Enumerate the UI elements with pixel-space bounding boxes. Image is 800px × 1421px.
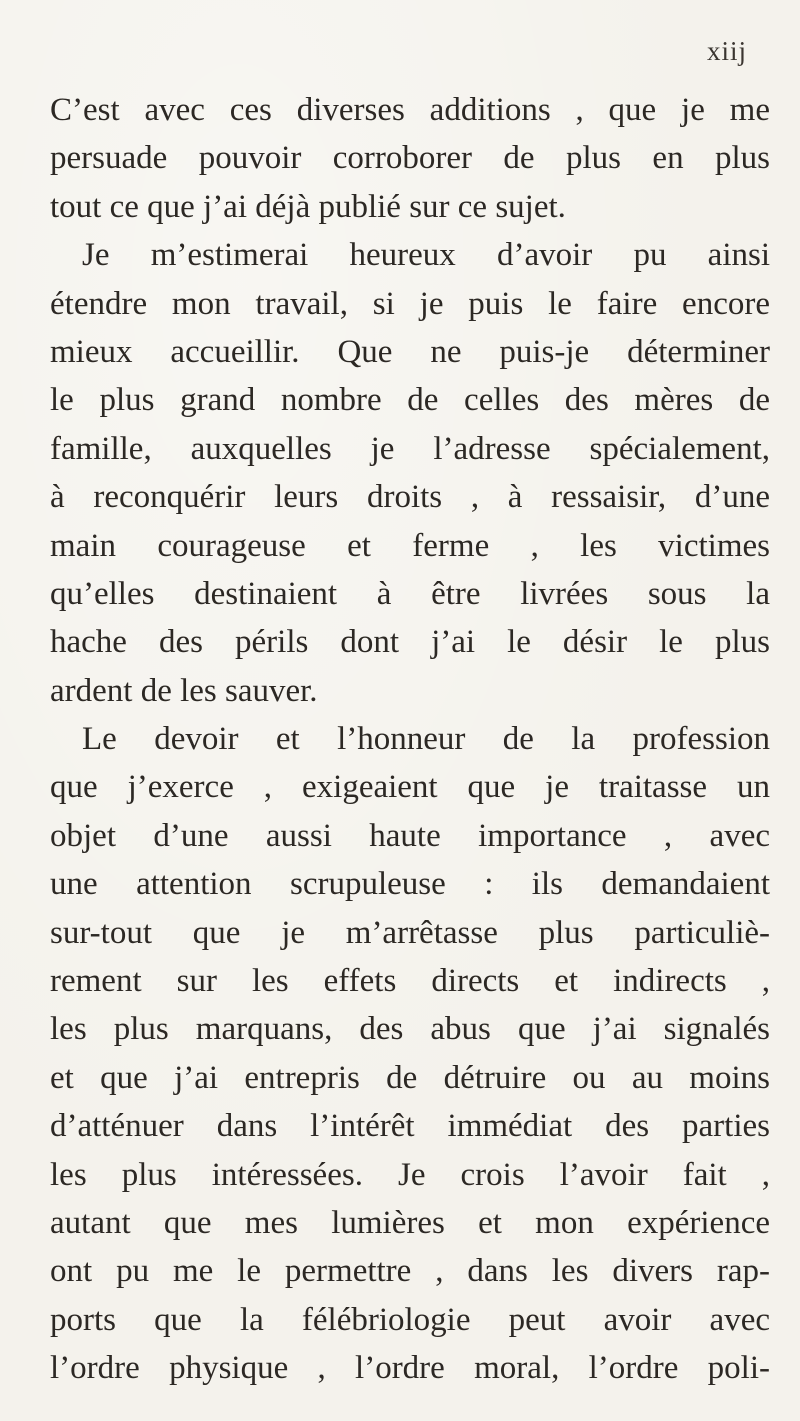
text-line: autant que mes lumières et mon expérience: [50, 1204, 770, 1241]
text-line: ports que la félébriologie peut avoir avec: [50, 1301, 770, 1338]
text-line: rement sur les effets directs et indirects ,: [50, 963, 770, 1000]
text-line: C’est avec ces diverses additions , que je me: [50, 92, 770, 128]
text-line: étendre mon travail, si je puis le faire encore: [50, 285, 770, 322]
text-line: Je m’estimerai heureux d’avoir pu ainsi: [82, 237, 770, 274]
text-line: les plus intéressées. Je crois l’avoir fait ,: [50, 1156, 770, 1193]
text-line: mieux accueillir. Que ne puis-je déterminer: [50, 333, 770, 370]
text-line: ont pu me le permettre , dans les divers rap-: [50, 1253, 770, 1290]
text-line: à reconquérir leurs droits , à ressaisir, d’une: [50, 479, 770, 516]
text-line: le plus grand nombre de celles des mères de: [50, 382, 770, 419]
text-line: ardent de les sauver.: [50, 672, 318, 709]
text-line: main courageuse et ferme , les victimes: [50, 527, 770, 564]
text-line: d’atténuer dans l’intérêt immédiat des parties: [50, 1108, 770, 1145]
text-line: persuade pouvoir corroborer de plus en plus: [50, 140, 770, 177]
text-line: et que j’ai entrepris de détruire ou au moins: [50, 1059, 770, 1096]
text-line: Le devoir et l’honneur de la profession: [82, 721, 770, 758]
text-line: qu’elles destinaient à être livrées sous la: [50, 575, 770, 612]
text-line: que j’exerce , exigeaient que je traitasse un: [50, 769, 770, 806]
text-line: sur-tout que je m’arrêtasse plus particuliè-: [50, 914, 770, 951]
text-line: l’ordre physique , l’ordre moral, l’ordre poli-: [50, 1350, 770, 1387]
text-line: objet d’une aussi haute importance , avec: [50, 817, 770, 854]
text-line: une attention scrupuleuse : ils demandaient: [50, 866, 770, 903]
text-line: tout ce que j’ai déjà publié sur ce sujet.: [50, 188, 566, 225]
text-line: famille, auxquelles je l’adresse spécialement,: [50, 430, 770, 467]
text-line: les plus marquans, des abus que j’ai signalés: [50, 1011, 770, 1048]
page-number: xiij: [707, 36, 748, 66]
text-line: hache des périls dont j’ai le désir le plus: [50, 624, 770, 661]
body-text: [50, 86, 770, 1393]
